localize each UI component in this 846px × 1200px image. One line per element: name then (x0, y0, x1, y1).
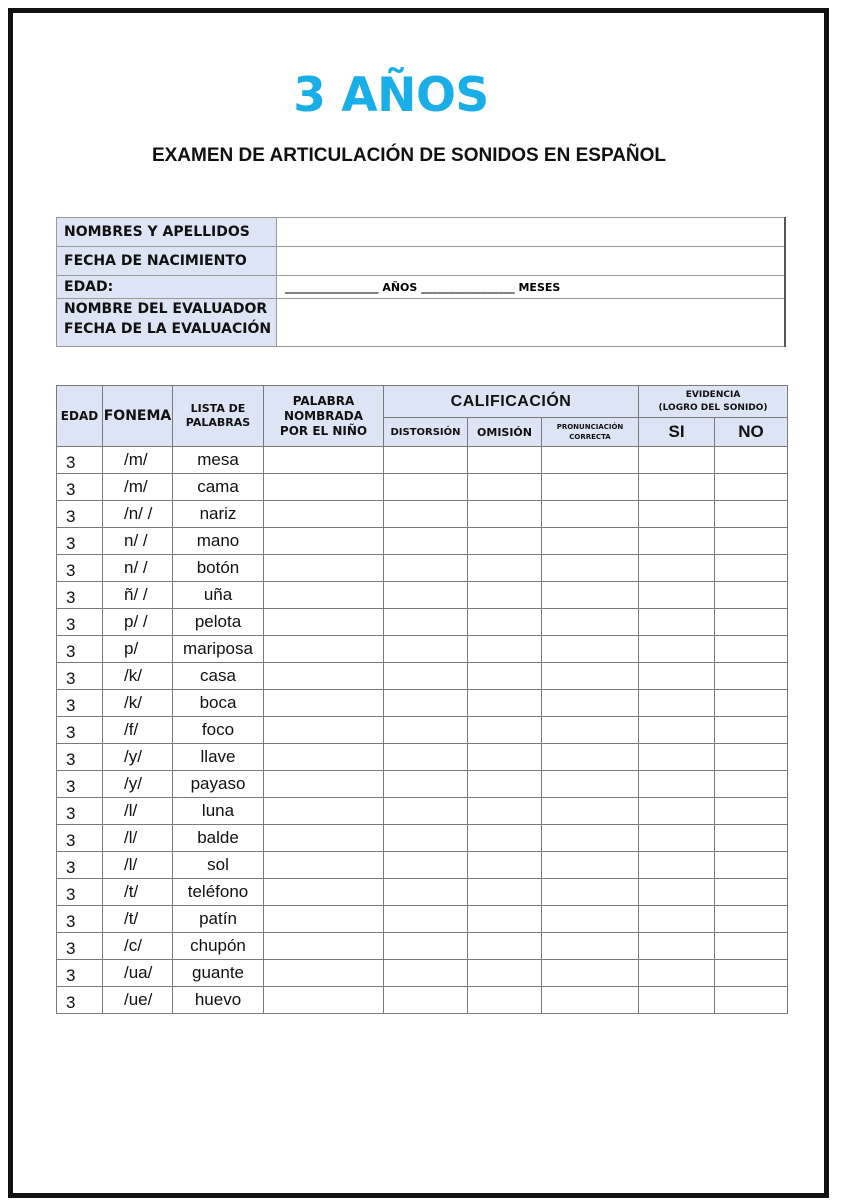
no-cell[interactable] (715, 501, 788, 528)
no-cell[interactable] (715, 771, 788, 798)
no-cell[interactable] (715, 960, 788, 987)
si-cell[interactable] (639, 447, 715, 474)
distorsion-cell[interactable] (384, 906, 468, 933)
table-row (57, 879, 788, 906)
row-edad: 3 (57, 636, 103, 663)
palabra-nombrada-cell[interactable] (264, 555, 384, 582)
row-palabra: boca (173, 690, 264, 717)
row-edad: 3 (57, 879, 103, 906)
header-palabra-line1: PALABRA (292, 393, 355, 408)
evaluador-field[interactable] (277, 299, 786, 347)
palabra-nombrada-cell[interactable] (264, 825, 384, 852)
distorsion-cell[interactable] (384, 744, 468, 771)
header-palabra-line3: POR EL NIÑO (279, 423, 368, 438)
palabra-nombrada-cell[interactable] (264, 771, 384, 798)
header-si: SI (639, 418, 715, 447)
si-cell[interactable] (639, 879, 715, 906)
row-edad: 3 (57, 474, 103, 501)
table-row (57, 960, 788, 987)
table-row (57, 744, 788, 771)
row-edad: 3 (57, 582, 103, 609)
row-edad: 3 (57, 663, 103, 690)
palabra-nombrada-cell[interactable] (264, 663, 384, 690)
palabra-nombrada-cell[interactable] (264, 987, 384, 1014)
edad-field[interactable]: _________________ AÑOS _________________ MESES (277, 276, 786, 299)
si-cell[interactable] (639, 636, 715, 663)
row-fonema: /k/ (103, 690, 173, 717)
row-palabra: nariz (173, 501, 264, 528)
distorsion-cell[interactable] (384, 798, 468, 825)
si-cell[interactable] (639, 609, 715, 636)
row-edad: 3 (57, 501, 103, 528)
pronunciacion-cell[interactable] (542, 663, 639, 690)
row-palabra: llave (173, 744, 264, 771)
table-row (57, 852, 788, 879)
row-fonema: ñ/ / (103, 582, 173, 609)
distorsion-cell[interactable] (384, 933, 468, 960)
si-cell[interactable] (639, 474, 715, 501)
row-fonema: /ue/ (103, 987, 173, 1014)
omision-cell[interactable] (468, 906, 542, 933)
palabra-nombrada-cell[interactable] (264, 798, 384, 825)
articulation-table (56, 385, 788, 1014)
si-cell[interactable] (639, 555, 715, 582)
pronunciacion-cell[interactable] (542, 771, 639, 798)
omision-cell[interactable] (468, 879, 542, 906)
si-cell[interactable] (639, 906, 715, 933)
si-cell[interactable] (639, 987, 715, 1014)
pronunciacion-cell[interactable] (542, 744, 639, 771)
row-edad: 3 (57, 690, 103, 717)
table-row (57, 447, 788, 474)
row-palabra: teléfono (173, 879, 264, 906)
label-nombres: NOMBRES Y APELLIDOS (57, 218, 277, 247)
no-cell[interactable] (715, 690, 788, 717)
omision-cell[interactable] (468, 555, 542, 582)
no-cell[interactable] (715, 852, 788, 879)
table-row (57, 474, 788, 501)
page-subtitle: EXAMEN DE ARTICULACIÓN DE SONIDOS EN ESPAÑOL (151, 145, 667, 166)
palabra-nombrada-cell[interactable] (264, 609, 384, 636)
si-cell[interactable] (639, 798, 715, 825)
no-cell[interactable] (715, 528, 788, 555)
row-edad: 3 (57, 906, 103, 933)
header-lista-line1: LISTA DE (190, 402, 246, 415)
row-fonema: /l/ (103, 798, 173, 825)
si-cell[interactable] (639, 771, 715, 798)
table-row (57, 798, 788, 825)
no-cell[interactable] (715, 744, 788, 771)
row-edad: 3 (57, 987, 103, 1014)
no-cell[interactable] (715, 663, 788, 690)
distorsion-cell[interactable] (384, 582, 468, 609)
row-edad: 3 (57, 798, 103, 825)
header-calificacion: CALIFICACIÓN (384, 386, 639, 418)
no-cell[interactable] (715, 636, 788, 663)
row-edad: 3 (57, 609, 103, 636)
label-edad: EDAD: (57, 276, 277, 299)
pronunciacion-cell[interactable] (542, 798, 639, 825)
omision-cell[interactable] (468, 825, 542, 852)
pronunciacion-cell[interactable] (542, 474, 639, 501)
header-evidencia (639, 386, 788, 418)
table-row (57, 933, 788, 960)
header-fonema: FONEMA (103, 386, 173, 447)
omision-cell[interactable] (468, 636, 542, 663)
row-palabra: botón (173, 555, 264, 582)
row-palabra: cama (173, 474, 264, 501)
row-fonema: /m/ (103, 447, 173, 474)
row-palabra: foco (173, 717, 264, 744)
no-cell[interactable] (715, 474, 788, 501)
omision-cell[interactable] (468, 528, 542, 555)
table-row (57, 501, 788, 528)
si-cell[interactable] (639, 852, 715, 879)
row-palabra: sol (173, 852, 264, 879)
no-cell[interactable] (715, 609, 788, 636)
palabra-nombrada-cell[interactable] (264, 447, 384, 474)
pronunciacion-cell[interactable] (542, 636, 639, 663)
distorsion-cell[interactable] (384, 960, 468, 987)
distorsion-cell[interactable] (384, 771, 468, 798)
pronunciacion-cell[interactable] (542, 501, 639, 528)
palabra-nombrada-cell[interactable] (264, 690, 384, 717)
row-edad: 3 (57, 528, 103, 555)
row-fonema: /k/ (103, 663, 173, 690)
row-palabra: guante (173, 960, 264, 987)
no-cell[interactable] (715, 555, 788, 582)
table-row (57, 636, 788, 663)
si-cell[interactable] (639, 825, 715, 852)
omision-cell[interactable] (468, 501, 542, 528)
header-palabra (264, 386, 384, 447)
omision-cell[interactable] (468, 717, 542, 744)
no-cell[interactable] (715, 717, 788, 744)
distorsion-cell[interactable] (384, 879, 468, 906)
header-pron-line2: CORRECTA (569, 433, 611, 441)
pronunciacion-cell[interactable] (542, 555, 639, 582)
si-cell[interactable] (639, 960, 715, 987)
info-table (56, 217, 786, 347)
pronunciacion-cell[interactable] (542, 582, 639, 609)
si-cell[interactable] (639, 744, 715, 771)
omision-cell[interactable] (468, 582, 542, 609)
no-cell[interactable] (715, 825, 788, 852)
omision-cell[interactable] (468, 798, 542, 825)
distorsion-cell[interactable] (384, 663, 468, 690)
palabra-nombrada-cell[interactable] (264, 906, 384, 933)
row-fonema: /m/ (103, 474, 173, 501)
pronunciacion-cell[interactable] (542, 717, 639, 744)
row-palabra: balde (173, 825, 264, 852)
row-fonema: n/ / (103, 528, 173, 555)
row-fonema: /n/ / (103, 501, 173, 528)
table-row (57, 582, 788, 609)
label-evaluador: NOMBRE DEL EVALUADOR (64, 301, 268, 317)
header-distorsion: DISTORSIÓN (384, 418, 468, 447)
pronunciacion-cell[interactable] (542, 987, 639, 1014)
row-palabra: pelota (173, 609, 264, 636)
row-edad: 3 (57, 555, 103, 582)
header-pron-line1: PRONUNCIACIÓN (556, 423, 624, 431)
no-cell[interactable] (715, 906, 788, 933)
palabra-nombrada-cell[interactable] (264, 636, 384, 663)
header-lista-line2: PALABRAS (185, 416, 251, 429)
no-cell[interactable] (715, 447, 788, 474)
table-row (57, 663, 788, 690)
header-evidencia-line2: (LOGRO DEL SONIDO) (658, 402, 768, 413)
si-cell[interactable] (639, 582, 715, 609)
table-row (57, 690, 788, 717)
omision-cell[interactable] (468, 960, 542, 987)
label-fecha-evaluacion: FECHA DE LA EVALUACIÓN (64, 321, 272, 337)
palabra-nombrada-cell[interactable] (264, 474, 384, 501)
si-cell[interactable] (639, 501, 715, 528)
row-palabra: payaso (173, 771, 264, 798)
page-title: 3 AÑOS (293, 68, 489, 123)
no-cell[interactable] (715, 987, 788, 1014)
row-fonema: /t/ (103, 879, 173, 906)
row-palabra: mano (173, 528, 264, 555)
omision-cell[interactable] (468, 771, 542, 798)
pronunciacion-cell[interactable] (542, 960, 639, 987)
omision-cell[interactable] (468, 663, 542, 690)
row-edad: 3 (57, 825, 103, 852)
omision-cell[interactable] (468, 447, 542, 474)
table-row (57, 771, 788, 798)
palabra-nombrada-cell[interactable] (264, 879, 384, 906)
row-fonema: /y/ (103, 744, 173, 771)
omision-cell[interactable] (468, 852, 542, 879)
palabra-nombrada-cell[interactable] (264, 744, 384, 771)
no-cell[interactable] (715, 582, 788, 609)
pronunciacion-cell[interactable] (542, 528, 639, 555)
header-edad: EDAD (57, 386, 103, 447)
table-row (57, 825, 788, 852)
row-palabra: huevo (173, 987, 264, 1014)
row-fonema: /t/ (103, 906, 173, 933)
palabra-nombrada-cell[interactable] (264, 501, 384, 528)
palabra-nombrada-cell[interactable] (264, 852, 384, 879)
distorsion-cell[interactable] (384, 474, 468, 501)
row-fonema: /f/ (103, 717, 173, 744)
header-omision: OMISIÓN (468, 418, 542, 447)
row-fonema: n/ / (103, 555, 173, 582)
no-cell[interactable] (715, 879, 788, 906)
table-row (57, 987, 788, 1014)
palabra-nombrada-cell[interactable] (264, 528, 384, 555)
palabra-nombrada-cell[interactable] (264, 960, 384, 987)
omision-cell[interactable] (468, 609, 542, 636)
row-edad: 3 (57, 717, 103, 744)
pronunciacion-cell[interactable] (542, 879, 639, 906)
pronunciacion-cell[interactable] (542, 852, 639, 879)
si-cell[interactable] (639, 663, 715, 690)
si-cell[interactable] (639, 528, 715, 555)
header-no: NO (715, 418, 788, 447)
distorsion-cell[interactable] (384, 528, 468, 555)
row-palabra: casa (173, 663, 264, 690)
row-palabra: mesa (173, 447, 264, 474)
label-evaluador-block (57, 299, 277, 347)
distorsion-cell[interactable] (384, 690, 468, 717)
pronunciacion-cell[interactable] (542, 906, 639, 933)
table-row (57, 528, 788, 555)
header-evidencia-line1: EVIDENCIA (685, 389, 741, 400)
omision-cell[interactable] (468, 744, 542, 771)
distorsion-cell[interactable] (384, 609, 468, 636)
row-edad: 3 (57, 933, 103, 960)
si-cell[interactable] (639, 717, 715, 744)
distorsion-cell[interactable] (384, 447, 468, 474)
row-edad: 3 (57, 744, 103, 771)
no-cell[interactable] (715, 798, 788, 825)
header-palabra-line2: NOMBRADA (283, 408, 364, 423)
palabra-nombrada-cell[interactable] (264, 717, 384, 744)
palabra-nombrada-cell[interactable] (264, 933, 384, 960)
row-fonema: p/ / (103, 609, 173, 636)
row-fonema: /c/ (103, 933, 173, 960)
pronunciacion-cell[interactable] (542, 609, 639, 636)
row-fonema: /l/ (103, 852, 173, 879)
table-row (57, 555, 788, 582)
row-edad: 3 (57, 852, 103, 879)
distorsion-cell[interactable] (384, 636, 468, 663)
pronunciacion-cell[interactable] (542, 825, 639, 852)
omision-cell[interactable] (468, 933, 542, 960)
pronunciacion-cell[interactable] (542, 690, 639, 717)
row-fonema: p/ (103, 636, 173, 663)
header-pronunciacion (542, 418, 639, 447)
fecha-nacimiento-field[interactable] (277, 247, 786, 276)
pronunciacion-cell[interactable] (542, 447, 639, 474)
header-lista (173, 386, 264, 447)
row-edad: 3 (57, 771, 103, 798)
si-cell[interactable] (639, 690, 715, 717)
table-row (57, 609, 788, 636)
pronunciacion-cell[interactable] (542, 933, 639, 960)
distorsion-cell[interactable] (384, 825, 468, 852)
omision-cell[interactable] (468, 987, 542, 1014)
nombres-field[interactable] (277, 218, 786, 247)
no-cell[interactable] (715, 933, 788, 960)
row-fonema: /y/ (103, 771, 173, 798)
row-palabra: uña (173, 582, 264, 609)
row-palabra: mariposa (173, 636, 264, 663)
omision-cell[interactable] (468, 690, 542, 717)
label-fecha-nacimiento: FECHA DE NACIMIENTO (57, 247, 277, 276)
table-row (57, 717, 788, 744)
distorsion-cell[interactable] (384, 987, 468, 1014)
distorsion-cell[interactable] (384, 501, 468, 528)
palabra-nombrada-cell[interactable] (264, 582, 384, 609)
row-fonema: /l/ (103, 825, 173, 852)
row-edad: 3 (57, 447, 103, 474)
row-palabra: chupón (173, 933, 264, 960)
distorsion-cell[interactable] (384, 555, 468, 582)
distorsion-cell[interactable] (384, 852, 468, 879)
si-cell[interactable] (639, 933, 715, 960)
distorsion-cell[interactable] (384, 717, 468, 744)
row-palabra: patín (173, 906, 264, 933)
omision-cell[interactable] (468, 474, 542, 501)
row-fonema: /ua/ (103, 960, 173, 987)
row-edad: 3 (57, 960, 103, 987)
table-row (57, 906, 788, 933)
row-palabra: luna (173, 798, 264, 825)
